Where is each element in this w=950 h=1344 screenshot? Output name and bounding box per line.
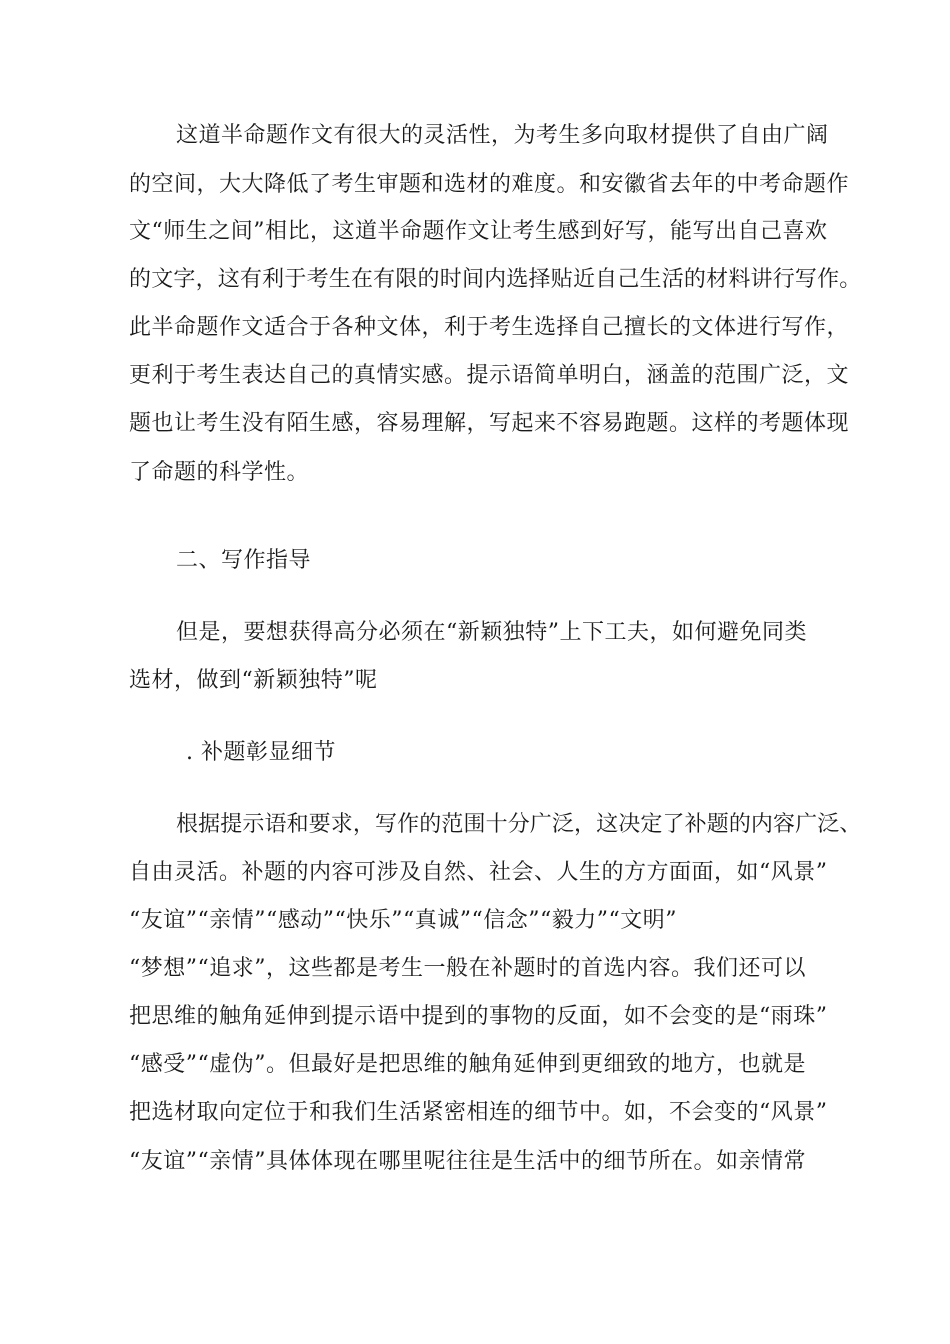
paragraph-line: 题也让考生没有陌生感，容易理解，写起来不容易跑题。这样的考题体现 <box>129 411 850 436</box>
paragraph-line: 把思维的触角延伸到提示语中提到的事物的反面，如不会变的是“雨珠” <box>129 1004 828 1029</box>
paragraph-line: 但是，要想获得高分必须在“新颖独特”上下工夫，如何避免同类 <box>176 620 807 645</box>
paragraph-line: 的空间，大大降低了考生审题和选材的难度。和安徽省去年的中考命题作 <box>129 172 850 197</box>
paragraph-line: 自由灵活。补题的内容可涉及自然、社会、人生的方方面面，如“风景” <box>129 860 828 885</box>
paragraph-line: 这道半命题作文有很大的灵活性，为考生多向取材提供了自由广阔 <box>176 123 829 148</box>
paragraph-line: 了命题的科学性。 <box>129 460 310 485</box>
paragraph-line: 的文字，这有利于考生在有限的时间内选择贴近自己生活的材料讲行写作。 <box>129 267 862 292</box>
paragraph-line: 把选材取向定位于和我们生活紧密相连的细节中。如，不会变的“风景” <box>129 1100 828 1125</box>
paragraph-line: 根据提示语和要求，写作的范围十分广泛，这决定了补题的内容广泛、 <box>176 812 862 837</box>
paragraph-line: 文“师生之间”相比，这道半命题作文让考生感到好写，能写出自己喜欢 <box>129 219 828 244</box>
paragraph-line: 选材，做到“新颖独特”呢 <box>129 668 378 693</box>
paragraph-line: “梦想”“追求”，这些都是考生一般在补题时的首选内容。我们还可以 <box>129 956 806 981</box>
section-heading: 二、写作指导 <box>176 548 312 573</box>
subsection-heading: . 补题彰显细节 <box>186 740 336 765</box>
paragraph-line: 更利于考生表达自己的真情实感。提示语简单明白，涵盖的范围广泛，文 <box>129 363 850 388</box>
paragraph-line: “感受”“虚伪”。但最好是把思维的触角延伸到更细致的地方，也就是 <box>129 1052 806 1077</box>
paragraph-line: 此半命题作文适合于各种文体，利于考生选择自己擅长的文体进行写作， <box>129 315 850 340</box>
paragraph-line: “友谊”“亲情”“感动”“快乐”“真诚”“信念”“毅力”“文明” <box>129 908 677 933</box>
paragraph-line: “友谊”“亲情”具体体现在哪里呢往往是生活中的细节所在。如亲情常 <box>129 1149 806 1174</box>
